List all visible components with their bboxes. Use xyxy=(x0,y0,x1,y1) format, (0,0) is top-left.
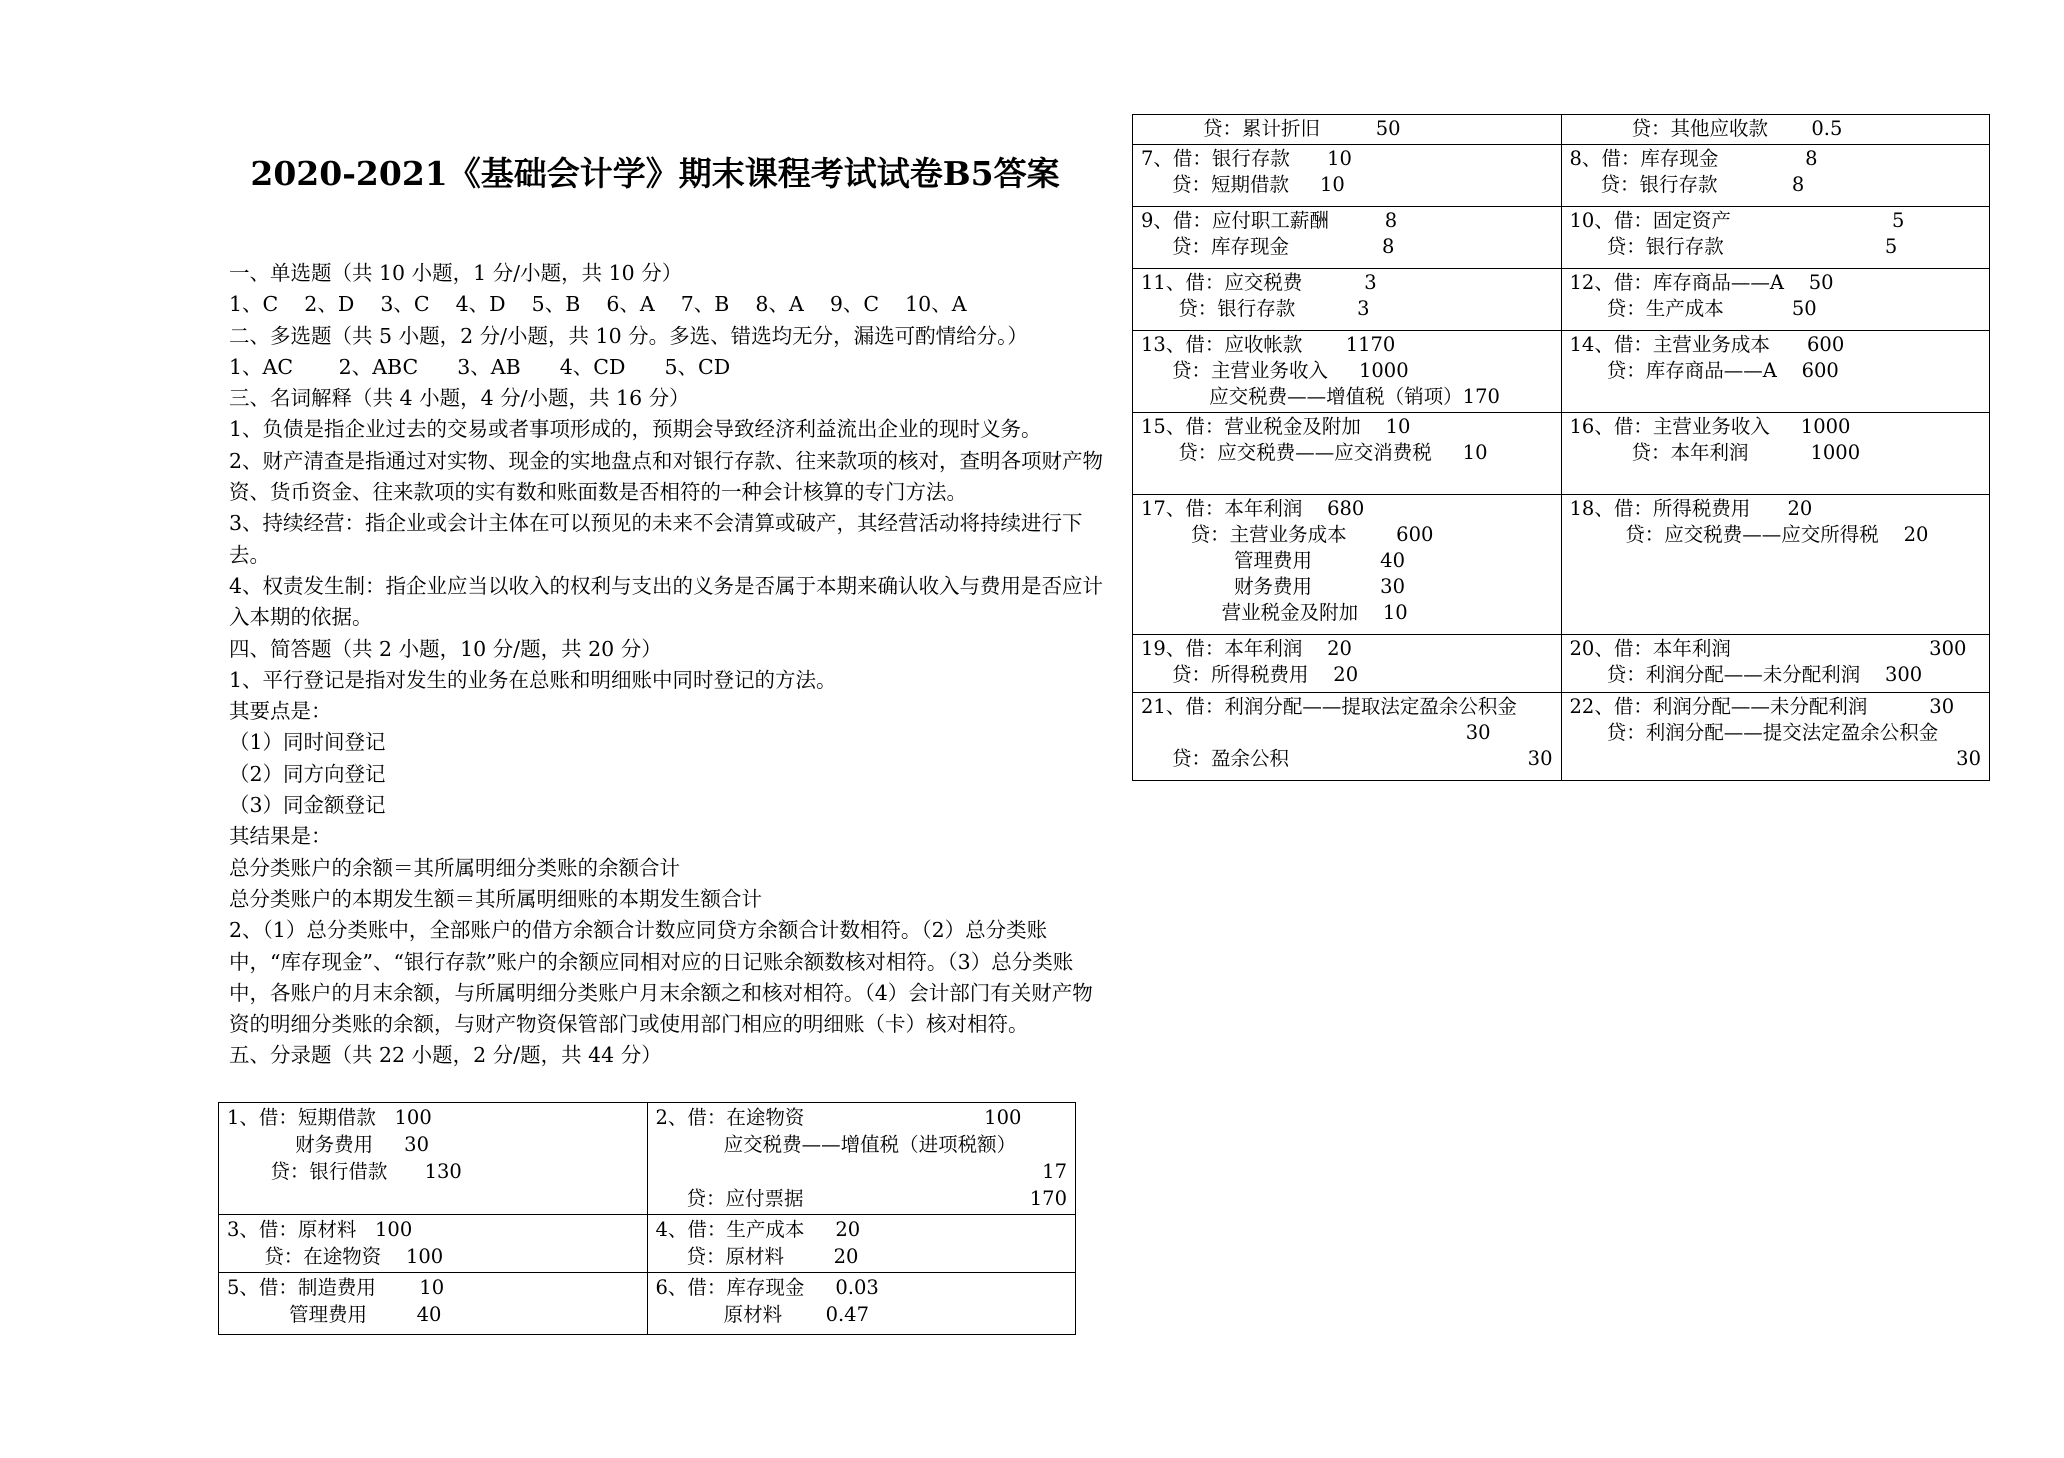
entry-line: 17、借：本年利润 680 xyxy=(1141,497,1365,520)
entry-row xyxy=(1133,331,1990,413)
text-line: 1、AC 2、ABC 3、AB 4、CD 5、CD xyxy=(229,354,731,379)
entry-line xyxy=(1141,466,1553,492)
journal-entry-cell xyxy=(1561,145,1990,207)
entry-row xyxy=(1133,115,1990,145)
entry-amount: 30 xyxy=(1465,721,1553,744)
entry-line: 财务费用 30 xyxy=(227,1133,429,1156)
entry-line: 4、借：生产成本 20 xyxy=(655,1218,861,1241)
entry-line xyxy=(1570,466,1982,492)
entry-line: 管理费用 40 xyxy=(227,1303,442,1326)
text-line: （1）同时间登记 xyxy=(229,730,386,755)
entry-row xyxy=(1133,495,1990,635)
journal-entry-cell xyxy=(1561,115,1990,145)
text-line: 总分类账户的余额＝其所属明细分类账的余额合计 xyxy=(229,855,680,880)
journal-entry-cell xyxy=(1561,635,1990,693)
entry-line: 19、借：本年利润 20 xyxy=(1141,637,1352,660)
text-line: 总分类账户的本期发生额＝其所属明细账的本期发生额合计 xyxy=(229,886,762,911)
text-line: 3、持续经营：指企业或会计主体在可以预见的未来不会清算或破产，其经营活动将持续进行下去。 xyxy=(229,511,1083,567)
entry-amount: 30 xyxy=(1527,747,1553,770)
journal-entry-cell xyxy=(1133,331,1562,413)
entry-line: 贷：库存现金 8 xyxy=(1141,235,1395,258)
text-line: 五、分录题（共 22 小题，2 分/题，共 44 分） xyxy=(229,1043,662,1068)
entry-line: 10、借：固定资产 5 xyxy=(1569,209,1905,232)
entry-row xyxy=(1133,693,1990,781)
entry-line: 22、借：利润分配——未分配利润 30 xyxy=(1569,695,1955,718)
entry-line: 贷：在途物资 100 xyxy=(227,1245,444,1268)
entry-line: 贷：本年利润 1000 xyxy=(1569,441,1861,464)
text-line: （3）同金额登记 xyxy=(229,793,386,818)
entry-line: 贷：银行存款 3 xyxy=(1141,297,1370,320)
entry-line: 贷：生产成本 50 xyxy=(1569,297,1817,320)
entry-row xyxy=(1133,207,1990,269)
text-line: 其结果是： xyxy=(229,824,332,849)
entry-row xyxy=(1133,145,1990,207)
entry-line: 2、借：在途物资 100 xyxy=(655,1106,1022,1129)
entry-line: 1、借：短期借款 100 xyxy=(227,1106,432,1129)
entry-line: 贷：利润分配——未分配利润 300 xyxy=(1569,663,1923,686)
entry-line: 贷：利润分配——提交法定盈余公积金 xyxy=(1569,721,1939,744)
text-line: 2、财产清查是指通过对实物、现金的实地盘点和对银行存款、往来款项的核对，查明各项财产物资、货币资金、往来款项的实有数和账面数是否相符的一种会计核算的专门方法。 xyxy=(229,448,1104,505)
text-line: 二、多选题（共 5 小题，2 分/小题，共 10 分。多选、错选均无分，漏选可酌情给分。） xyxy=(229,323,1028,348)
journal-entry-table-right xyxy=(1132,114,1990,781)
entry-row xyxy=(1133,269,1990,331)
entry-row xyxy=(219,1103,1076,1215)
text-line: 四、简答题（共 2 小题，10 分/题，共 20 分） xyxy=(229,636,662,661)
entry-line: 贷：主营业务收入 1000 xyxy=(1141,359,1409,382)
entry-line: 贷：主营业务成本 600 xyxy=(1141,523,1434,546)
journal-entry-cell xyxy=(1133,495,1562,635)
journal-entry-cell xyxy=(1133,269,1562,331)
text-line: 2、（1）总分类账中，全部账户的借方余额合计数应同贷方余额合计数相符。（2）总分类账中，“库存现金”、“银行存款”账户的余额应同相对应的日记账余额数核对相符。（3）总分类账中，各账户的月末余额，与所属明细分类账户月末余额之和核对相符。（4）会计部门有关财产物资的明细分类账的余额，与财产物资保管部门或使用部门相应的明细账（卡）核对相符。 xyxy=(229,918,1093,1037)
entry-line: 16、借：主营业务收入 1000 xyxy=(1569,415,1851,438)
entry-line: 财务费用 30 xyxy=(1141,575,1405,598)
entry-line: 贷：累计折旧 50 xyxy=(1141,117,1401,140)
journal-entry-cell xyxy=(219,1103,648,1215)
entry-line: 贷：银行借款 130 xyxy=(227,1160,462,1183)
journal-entry-cell xyxy=(1561,207,1990,269)
journal-entry-cell xyxy=(647,1273,1076,1335)
entry-line: 20、借：本年利润 300 xyxy=(1569,637,1967,660)
entry-line: 原材料 0.47 xyxy=(655,1303,869,1326)
entry-line: 7、借：银行存款 10 xyxy=(1141,147,1352,170)
entry-line: 18、借：所得税费用 20 xyxy=(1569,497,1813,520)
entry-line: 3、借：原材料 100 xyxy=(227,1218,413,1241)
entry-line: 11、借：应交税费 3 xyxy=(1141,271,1377,294)
journal-entry-table-left xyxy=(218,1102,1076,1335)
journal-entry-cell xyxy=(1133,693,1562,781)
entry-line: 21、借：利润分配——提取法定盈余公积金 xyxy=(1141,695,1517,718)
journal-entry-cell xyxy=(1133,635,1562,693)
entry-line: 贷：原材料 20 xyxy=(655,1245,859,1268)
journal-entry-cell xyxy=(1133,145,1562,207)
entry-line: 贷：盈余公积 xyxy=(1141,747,1289,770)
journal-entry-cell xyxy=(219,1215,648,1273)
text-line: 三、名词解释（共 4 小题，4 分/小题，共 16 分） xyxy=(229,386,690,411)
entry-line: 12、借：库存商品——A 50 xyxy=(1569,271,1834,294)
entry-line: 贷：应交税费——应交所得税 20 xyxy=(1569,523,1929,546)
entry-line: 13、借：应收帐款 1170 xyxy=(1141,333,1396,356)
exam-title: 2020-2021《基础会计学》期末课程考试试卷B5答案 xyxy=(250,154,1060,193)
text-line: 1、负债是指企业过去的交易或者事项形成的，预期会导致经济利益流出企业的现时义务。 xyxy=(229,417,1042,442)
entry-row xyxy=(1133,635,1990,693)
text-line: 一、单选题（共 10 小题，1 分/小题，共 10 分） xyxy=(229,261,683,285)
journal-entry-cell xyxy=(1561,495,1990,635)
entry-line: 9、借：应付职工薪酬 8 xyxy=(1141,209,1398,232)
text-line: 4、权责发生制：指企业应当以收入的权利与支出的义务是否属于本期来确认收入与费用是否应计入本期的依据。 xyxy=(229,573,1104,630)
entry-amount: 17 xyxy=(1042,1160,1067,1183)
journal-entry-cell xyxy=(1561,693,1990,781)
entry-line: 6、借：库存现金 0.03 xyxy=(655,1276,879,1299)
entry-line: 贷：银行存款 8 xyxy=(1569,173,1805,196)
text-line: 1、C 2、D 3、C 4、D 5、B 6、A 7、B 8、A 9、C 10、A xyxy=(229,292,967,317)
entry-line: 8、借：库存现金 8 xyxy=(1569,147,1818,170)
entry-line: 管理费用 40 xyxy=(1141,549,1405,572)
entry-amount: 170 xyxy=(1029,1187,1067,1210)
entry-line: 营业税金及附加 10 xyxy=(1141,601,1408,624)
entry-line: 贷：应交税费——应交消费税 10 xyxy=(1141,441,1488,464)
entry-line: 应交税费——增值税（销项）170 xyxy=(1141,385,1500,408)
journal-entry-cell xyxy=(1133,207,1562,269)
entry-line: 15、借：营业税金及附加 10 xyxy=(1141,415,1411,438)
answer-text-body xyxy=(229,258,1109,1072)
entry-row xyxy=(219,1273,1076,1335)
entry-line: 应交税费——增值税（进项税额） xyxy=(655,1133,1017,1156)
entry-line: 贷：应付票据 xyxy=(655,1187,804,1210)
entry-line: 14、借：主营业务成本 600 xyxy=(1569,333,1845,356)
text-line: （2）同方向登记 xyxy=(229,761,386,786)
entry-line: 贷：短期借款 10 xyxy=(1141,173,1345,196)
entry-line: 贷：库存商品——A 600 xyxy=(1569,359,1839,382)
entry-line: 贷：其他应收款 0.5 xyxy=(1569,117,1843,140)
entry-amount: 30 xyxy=(1956,747,1981,770)
entry-line: 贷：银行存款 5 xyxy=(1569,235,1898,258)
journal-entry-cell xyxy=(647,1215,1076,1273)
journal-entry-cell xyxy=(219,1273,648,1335)
entry-row xyxy=(219,1215,1076,1273)
journal-entry-cell xyxy=(1133,413,1562,495)
text-line: 其要点是： xyxy=(229,699,332,724)
journal-entry-cell xyxy=(1133,115,1562,145)
journal-entry-cell xyxy=(1561,331,1990,413)
journal-entry-cell xyxy=(1561,413,1990,495)
journal-entry-cell xyxy=(1561,269,1990,331)
text-line: 1、平行登记是指对发生的业务在总账和明细账中同时登记的方法。 xyxy=(229,667,837,692)
entry-row xyxy=(1133,413,1990,495)
entry-line: 5、借：制造费用 10 xyxy=(227,1276,445,1299)
entry-line: 贷：所得税费用 20 xyxy=(1141,663,1359,686)
journal-entry-cell xyxy=(647,1103,1076,1215)
